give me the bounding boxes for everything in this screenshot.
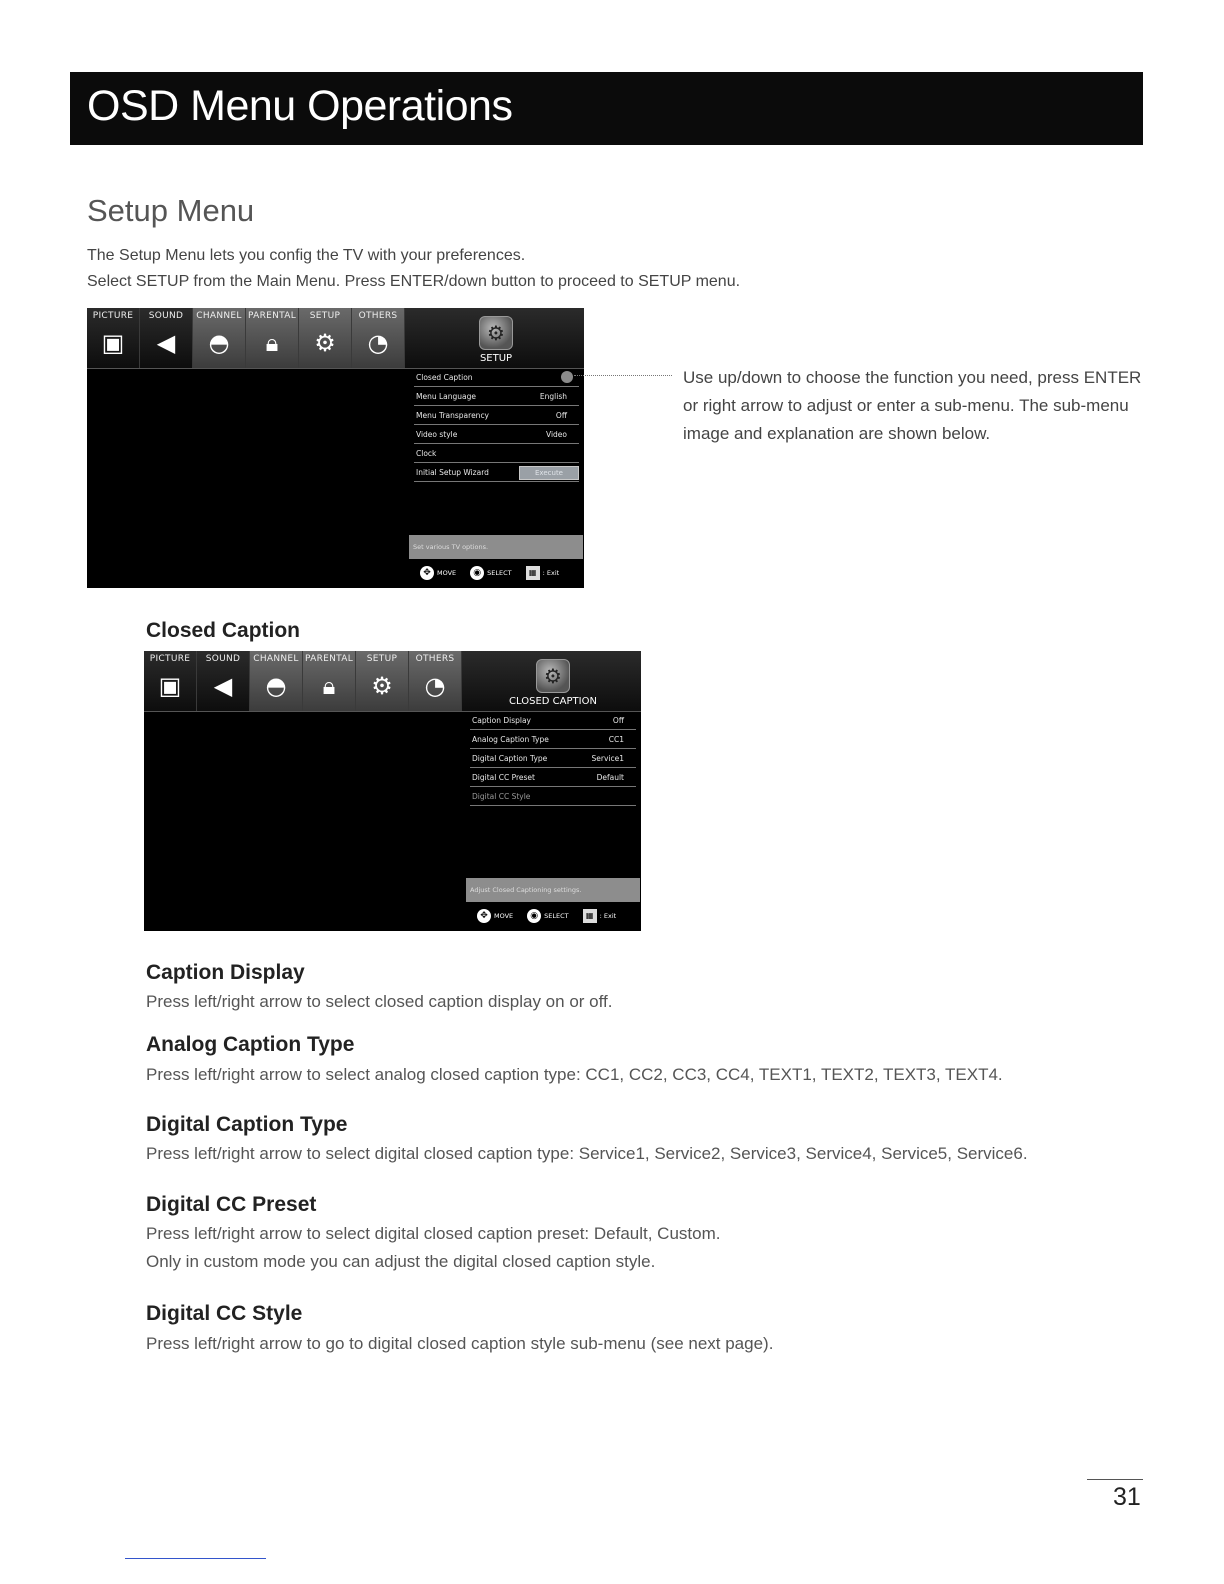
tab-sound[interactable] — [197, 651, 250, 711]
section-title: Setup Menu — [87, 193, 255, 228]
tab-label: SOUND — [148, 311, 184, 321]
exit-label: : Exit — [599, 912, 617, 920]
section-text: Press left/right arrow to select digital closed caption preset: Default, Custom. — [146, 1224, 721, 1243]
menu-item-label: Menu Transparency — [416, 411, 490, 420]
section-text: Press left/right arrow to select closed caption display on or off. — [146, 992, 613, 1011]
intro-line: Select SETUP from the Main Menu. Press ENTER/down button to proceed to SETUP menu. — [87, 273, 741, 290]
menu-item-label: Digital CC Preset — [472, 773, 535, 782]
menu-item-label: Video style — [416, 430, 458, 439]
menu-item-digital-cc-preset[interactable] — [470, 768, 636, 787]
select-label: SELECT — [544, 912, 569, 920]
section-text: Press left/right arrow to select analog closed caption type: CC1, CC2, CC3, CC4, TEXT1, TEXT2, TEXT3, TEXT4. — [146, 1065, 1003, 1084]
tab-picture[interactable] — [144, 651, 197, 711]
menu-item-label: Digital Caption Type — [472, 754, 548, 763]
osd-hint-bar: Adjust Closed Captioning settings. — [466, 878, 640, 902]
menu-item-caption-display[interactable] — [470, 711, 636, 730]
menu-item-menu-language[interactable] — [414, 387, 579, 406]
disc-icon: ◔ — [424, 672, 446, 700]
tab-picture[interactable] — [87, 308, 140, 368]
tab-label: PICTURE — [149, 654, 191, 664]
page-title: OSD Menu Operations — [87, 82, 513, 130]
menu-item-value: Off — [555, 411, 567, 420]
tab-label: OTHERS — [415, 654, 455, 664]
menu-item-label: Digital CC Style — [472, 792, 531, 801]
section-heading-digital-cc-preset: Digital CC Preset — [146, 1193, 317, 1216]
section-heading-digital-cc-style: Digital CC Style — [146, 1302, 303, 1325]
gears-icon: ⚙ — [314, 329, 336, 357]
tab-label: PARENTAL — [247, 311, 297, 321]
menu-item-initial-setup-wizard[interactable] — [414, 463, 579, 482]
exit-button-icon: ▦ — [526, 566, 540, 580]
lock-icon: 🔒︎ — [322, 672, 336, 700]
osd-hint-bar: Set various TV options. — [409, 535, 583, 559]
menu-item-value: English — [539, 392, 567, 401]
tab-label: SETUP — [366, 654, 398, 664]
execute-button[interactable]: Execute — [519, 466, 579, 480]
menu-item-video-style[interactable] — [414, 425, 579, 444]
closed-caption-screenshot — [144, 651, 641, 931]
menu-item-label: Analog Caption Type — [472, 735, 549, 744]
menu-item-value: Service1 — [591, 754, 624, 763]
speaker-icon: ◀ — [156, 329, 176, 357]
callout-leader-line — [574, 375, 672, 376]
intro-line: The Setup Menu lets you config the TV with your preferences. — [87, 247, 526, 264]
lock-icon: 🔒︎ — [265, 329, 279, 357]
tab-parental[interactable] — [246, 308, 299, 368]
tv-icon: ▣ — [158, 672, 182, 700]
footer-rule — [125, 1558, 266, 1559]
menu-item-value: Off — [612, 716, 624, 725]
osd-tabs — [144, 651, 462, 711]
tab-parental[interactable] — [303, 651, 356, 711]
menu-item-label: Closed Caption — [416, 373, 473, 382]
satellite-icon: ◓ — [265, 672, 287, 700]
select-button-icon: ◉ — [527, 909, 541, 923]
tab-label: CHANNEL — [196, 311, 242, 321]
exit-label: : Exit — [542, 569, 560, 577]
move-label: MOVE — [494, 912, 514, 920]
menu-item-digital-cc-style[interactable] — [470, 787, 636, 806]
menu-item-label: Initial Setup Wizard — [416, 468, 489, 477]
move-dpad-icon: ✥ — [420, 566, 434, 580]
tab-label: PICTURE — [92, 311, 134, 321]
intro-text — [87, 243, 740, 295]
osd-nav-legend — [477, 909, 616, 923]
page-number-rule — [1087, 1479, 1143, 1480]
setup-menu-screenshot — [87, 308, 584, 588]
osd-top-bar — [87, 308, 584, 369]
menu-item-menu-transparency[interactable] — [414, 406, 579, 425]
select-label: SELECT — [487, 569, 512, 577]
menu-item-closed-caption[interactable] — [414, 368, 579, 387]
disc-icon: ◔ — [367, 329, 389, 357]
header-bar — [70, 72, 1143, 145]
page-number: 31 — [1113, 1483, 1141, 1511]
selector-knob-icon — [561, 371, 573, 383]
speaker-icon: ◀ — [213, 672, 233, 700]
tab-sound[interactable] — [140, 308, 193, 368]
callout-text: Use up/down to choose the function you need, press ENTER or right arrow to adjust or enter a sub-menu. The sub-menu image and explanation are shown below. — [683, 368, 1142, 443]
tab-label: SOUND — [205, 654, 241, 664]
tab-channel[interactable] — [250, 651, 303, 711]
tab-label: PARENTAL — [304, 654, 354, 664]
exit-button-icon: ▦ — [583, 909, 597, 923]
osd-tabs — [87, 308, 405, 368]
menu-item-clock[interactable] — [414, 444, 579, 463]
menu-item-label: Menu Language — [416, 392, 476, 401]
tab-channel[interactable] — [193, 308, 246, 368]
section-text: Press left/right arrow to go to digital closed caption style sub-menu (see next page). — [146, 1334, 774, 1353]
tab-label: OTHERS — [358, 311, 398, 321]
tab-setup[interactable] — [356, 651, 409, 711]
tab-setup[interactable] — [299, 308, 352, 368]
osd-menu-list — [470, 711, 636, 806]
menu-item-analog-caption-type[interactable] — [470, 730, 636, 749]
menu-item-label: Caption Display — [472, 716, 531, 725]
tab-others[interactable] — [409, 651, 462, 711]
section-text: Only in custom mode you can adjust the digital closed caption style. — [146, 1252, 656, 1271]
menu-item-label: Clock — [416, 449, 437, 458]
tv-icon: ▣ — [101, 329, 125, 357]
section-text: Press left/right arrow to select digital closed caption type: Service1, Service2, Service3, Service4, Service5, Service6. — [146, 1144, 1028, 1163]
menu-item-value: CC1 — [608, 735, 624, 744]
gears-icon: ⚙ — [536, 659, 570, 693]
osd-menu-title: SETUP — [479, 353, 513, 364]
tab-label: SETUP — [309, 311, 341, 321]
gears-icon: ⚙ — [371, 672, 393, 700]
move-label: MOVE — [437, 569, 457, 577]
tab-others[interactable] — [352, 308, 405, 368]
section-heading-caption-display: Caption Display — [146, 961, 305, 984]
move-dpad-icon: ✥ — [477, 909, 491, 923]
section-heading-analog-caption-type: Analog Caption Type — [146, 1033, 355, 1056]
gears-icon: ⚙ — [479, 316, 513, 350]
osd-menu-list — [414, 368, 579, 482]
menu-item-value: Video — [545, 430, 567, 439]
osd-nav-legend — [420, 566, 559, 580]
menu-item-digital-caption-type[interactable] — [470, 749, 636, 768]
menu-item-value: Default — [596, 773, 624, 782]
osd-top-bar — [144, 651, 641, 712]
section-heading-digital-caption-type: Digital Caption Type — [146, 1113, 348, 1136]
osd-menu-title: CLOSED CAPTION — [509, 696, 597, 707]
select-button-icon: ◉ — [470, 566, 484, 580]
tab-label: CHANNEL — [253, 654, 299, 664]
satellite-icon: ◓ — [208, 329, 230, 357]
closed-caption-heading: Closed Caption — [146, 619, 301, 642]
